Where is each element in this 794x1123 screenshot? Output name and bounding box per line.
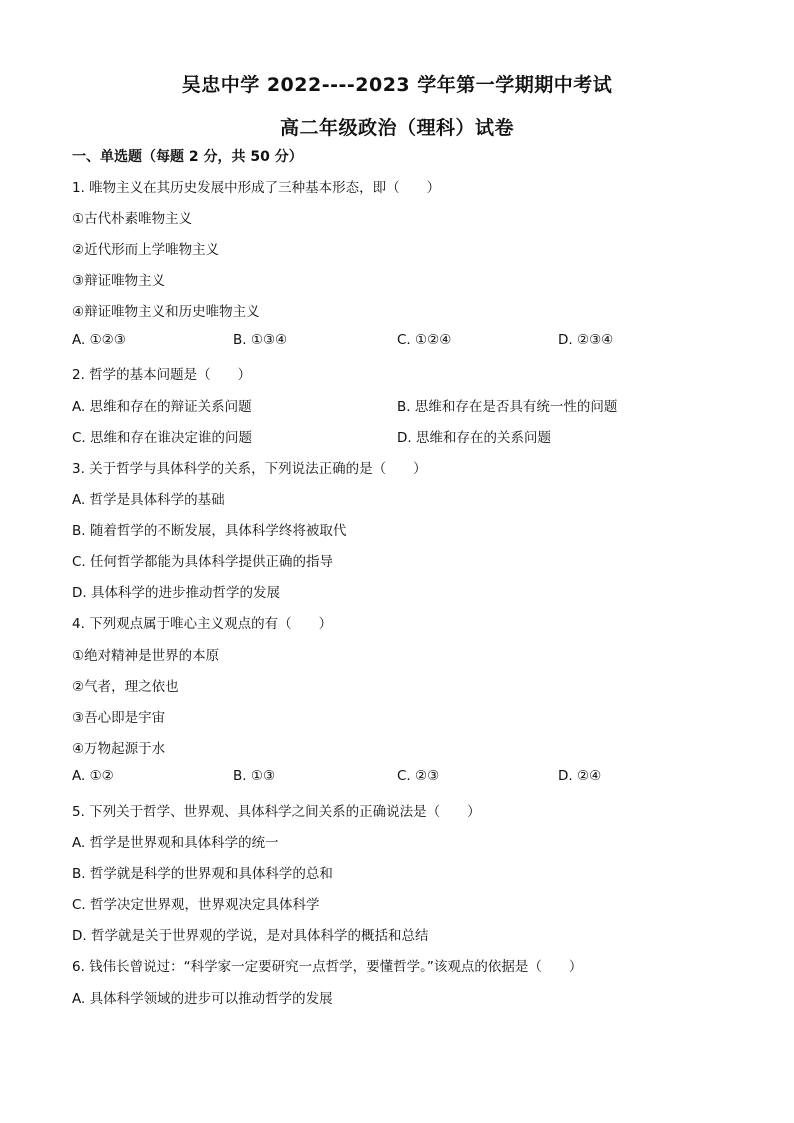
question-1-item: ③辩证唯物主义	[72, 273, 166, 289]
option-d[interactable]: D. 思维和存在的关系问题	[397, 430, 551, 446]
question-2-stem: 2. 哲学的基本问题是（ ）	[72, 367, 252, 383]
option-a[interactable]: A. 哲学是世界观和具体科学的统一	[72, 835, 279, 851]
option-c[interactable]: C. 任何哲学都能为具体科学提供正确的指导	[72, 554, 334, 570]
option-b[interactable]: B. ①③④	[233, 332, 288, 348]
question-1-item: ④辩证唯物主义和历史唯物主义	[72, 304, 260, 320]
section-heading: 一、单选题（每题 2 分，共 50 分）	[72, 149, 303, 165]
option-a[interactable]: A. ①②③	[72, 332, 126, 348]
question-4-item: ③吾心即是宇宙	[72, 710, 166, 726]
option-c[interactable]: C. 思维和存在谁决定谁的问题	[72, 430, 253, 446]
question-4-item: ①绝对精神是世界的本原	[72, 648, 220, 664]
question-5-stem: 5. 下列关于哲学、世界观、具体科学之间关系的正确说法是（ ）	[72, 804, 481, 820]
option-b[interactable]: B. ①③	[233, 768, 276, 784]
option-b[interactable]: B. 思维和存在是否具有统一性的问题	[397, 399, 618, 415]
question-1-item: ①古代朴素唯物主义	[72, 211, 193, 227]
option-d[interactable]: D. ②③④	[558, 332, 614, 348]
exam-subtitle: 高二年级政治（理科）试卷	[279, 117, 514, 139]
question-6-stem: 6. 钱伟长曾说过：“科学家一定要研究一点哲学，要懂哲学。”该观点的依据是（ ）	[72, 959, 583, 975]
question-1-item: ②近代形而上学唯物主义	[72, 242, 220, 258]
question-1-stem: 1. 唯物主义在其历史发展中形成了三种基本形态，即（ ）	[72, 180, 441, 196]
question-4-stem: 4. 下列观点属于唯心主义观点的有（ ）	[72, 616, 333, 632]
option-b[interactable]: B. 哲学就是科学的世界观和具体科学的总和	[72, 866, 333, 882]
question-4-item: ②气者，理之依也	[72, 679, 179, 695]
option-a[interactable]: A. 思维和存在的辩证关系问题	[72, 399, 252, 415]
option-a[interactable]: A. ①②	[72, 768, 114, 784]
option-d[interactable]: D. 具体科学的进步推动哲学的发展	[72, 585, 280, 601]
option-a[interactable]: A. 具体科学领域的进步可以推动哲学的发展	[72, 991, 333, 1007]
question-4-item: ④万物起源于水	[72, 741, 166, 757]
option-c[interactable]: C. 哲学决定世界观，世界观决定具体科学	[72, 897, 320, 913]
option-c[interactable]: C. ①②④	[397, 332, 452, 348]
question-3-stem: 3. 关于哲学与具体科学的关系，下列说法正确的是（ ）	[72, 461, 427, 477]
option-a[interactable]: A. 哲学是具体科学的基础	[72, 492, 225, 508]
option-c[interactable]: C. ②③	[397, 768, 440, 784]
option-d[interactable]: D. ②④	[558, 768, 602, 784]
option-b[interactable]: B. 随着哲学的不断发展，具体科学终将被取代	[72, 523, 347, 539]
option-d[interactable]: D. 哲学就是关于世界观的学说，是对具体科学的概括和总结	[72, 928, 429, 944]
exam-title: 吴忠中学 2022----2023 学年第一学期期中考试	[181, 74, 613, 96]
